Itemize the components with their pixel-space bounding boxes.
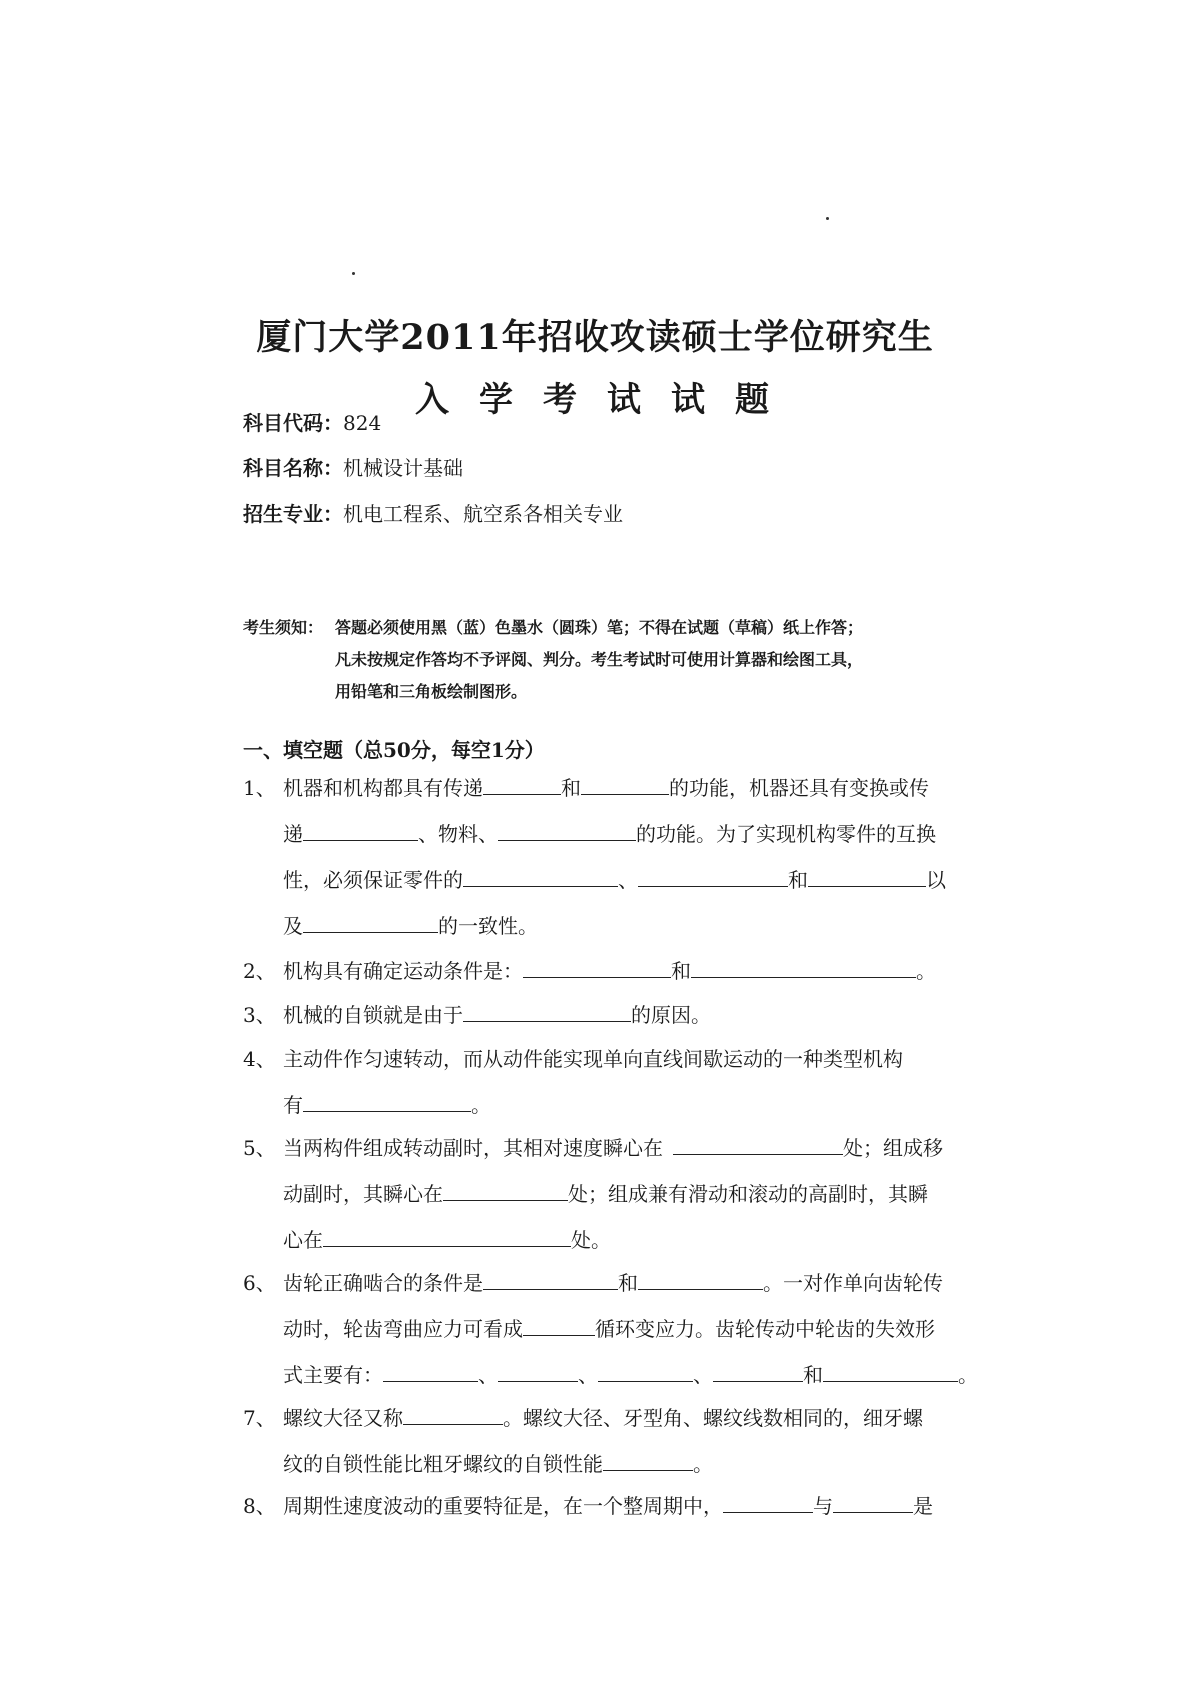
answer-blank[interactable] xyxy=(833,1490,913,1513)
answer-blank[interactable] xyxy=(303,818,418,841)
question-8 xyxy=(243,1483,933,1529)
notice-line-3: 用铅笔和三角板绘制图形。 xyxy=(335,682,528,701)
question-text: 有 xyxy=(283,1093,303,1117)
subject-name-value: 机械设计基础 xyxy=(343,456,463,480)
question-number: 6、 xyxy=(243,1271,276,1295)
question-number: 8、 xyxy=(243,1494,276,1518)
major xyxy=(243,498,623,527)
question-2 xyxy=(243,948,936,994)
subject-name xyxy=(243,452,463,481)
question-text: 处；组成移 xyxy=(843,1136,943,1160)
question-text: 齿轮正确啮合的条件是 xyxy=(283,1271,483,1295)
subject-code-value: 824 xyxy=(343,411,382,435)
question-number: 1、 xyxy=(243,776,276,800)
question-text: 。 xyxy=(471,1093,491,1117)
question-6 xyxy=(243,1260,978,1398)
answer-blank[interactable] xyxy=(443,1178,568,1201)
question-text: 、 xyxy=(478,1363,498,1387)
subject-code-label: 科目代码： xyxy=(243,411,343,435)
question-text: 性，必须保证零件的 xyxy=(283,868,463,892)
question-text: 以 xyxy=(926,868,946,892)
question-number: 5、 xyxy=(243,1136,276,1160)
answer-blank[interactable] xyxy=(323,1224,571,1247)
question-text: 当两构件组成转动副时，其相对速度瞬心在 xyxy=(283,1136,663,1160)
question-text: 。 xyxy=(958,1363,978,1387)
question-text: 式主要有： xyxy=(283,1363,383,1387)
question-text: 机器和机构都具有传递 xyxy=(283,776,483,800)
section-heading: 一、填空题（总50分，每空1分） xyxy=(243,738,545,762)
answer-blank[interactable] xyxy=(808,864,926,887)
answer-blank[interactable] xyxy=(723,1490,813,1513)
answer-blank[interactable] xyxy=(463,999,631,1022)
question-text: 处；组成兼有滑动和滚动的高副时，其瞬 xyxy=(568,1182,928,1206)
question-text: 机构具有确定运动条件是： xyxy=(283,959,523,983)
question-text: 主动件作匀速转动，而从动件能实现单向直线间歇运动的一种类型机构 xyxy=(283,1047,903,1071)
scan-speck xyxy=(352,272,355,275)
question-text: 机械的自锁就是由于 xyxy=(283,1003,463,1027)
question-3 xyxy=(243,992,711,1038)
question-text: 处。 xyxy=(571,1228,611,1252)
question-text: 螺纹大径又称 xyxy=(283,1406,403,1430)
question-text: 递 xyxy=(283,822,303,846)
question-text: 、 xyxy=(693,1363,713,1387)
question-text: 纹的自锁性能比粗牙螺纹的自锁性能 xyxy=(283,1452,603,1476)
question-text: 和 xyxy=(618,1271,638,1295)
question-text: 循环变应力。齿轮传动中轮齿的失效形 xyxy=(595,1317,935,1341)
answer-blank[interactable] xyxy=(673,1132,843,1155)
major-label: 招生专业： xyxy=(243,502,343,526)
answer-blank[interactable] xyxy=(691,955,916,978)
question-text: 及 xyxy=(283,914,303,938)
question-text: 的功能。为了实现机构零件的互换 xyxy=(636,822,936,846)
question-text: 与 xyxy=(813,1494,833,1518)
answer-blank[interactable] xyxy=(303,910,438,933)
answer-blank[interactable] xyxy=(383,1359,478,1382)
question-text: 动时，轮齿弯曲应力可看成 xyxy=(283,1317,523,1341)
question-text: 。 xyxy=(693,1452,713,1476)
question-4 xyxy=(243,1036,903,1128)
question-text: 心在 xyxy=(283,1228,323,1252)
question-text: 、 xyxy=(578,1363,598,1387)
answer-blank[interactable] xyxy=(603,1448,693,1471)
question-text: 的原因。 xyxy=(631,1003,711,1027)
answer-blank[interactable] xyxy=(713,1359,803,1382)
question-1 xyxy=(243,765,946,949)
answer-blank[interactable] xyxy=(638,864,788,887)
exam-subtitle: 入学考试试题 xyxy=(415,380,799,420)
question-7 xyxy=(243,1395,923,1487)
answer-blank[interactable] xyxy=(598,1359,693,1382)
subject-name-label: 科目名称： xyxy=(243,456,343,480)
answer-blank[interactable] xyxy=(823,1359,958,1382)
question-text: 周期性速度波动的重要特征是，在一个整周期中， xyxy=(283,1494,723,1518)
candidate-notice xyxy=(243,612,963,708)
answer-blank[interactable] xyxy=(483,772,561,795)
question-text: 。 xyxy=(916,959,936,983)
subject-code xyxy=(243,407,381,436)
question-text: 动副时，其瞬心在 xyxy=(283,1182,443,1206)
major-value: 机电工程系、航空系各相关专业 xyxy=(343,502,623,526)
exam-title: 厦门大学2011年招收攻读硕士学位研究生 xyxy=(256,317,934,358)
question-number: 4、 xyxy=(243,1047,276,1071)
question-text: 和 xyxy=(788,868,808,892)
question-text: 和 xyxy=(561,776,581,800)
answer-blank[interactable] xyxy=(483,1267,618,1290)
answer-blank[interactable] xyxy=(581,772,669,795)
answer-blank[interactable] xyxy=(523,955,671,978)
question-text: 、 xyxy=(618,868,638,892)
notice-label: 考生须知： xyxy=(243,618,324,637)
answer-blank[interactable] xyxy=(303,1089,471,1112)
answer-blank[interactable] xyxy=(498,1359,578,1382)
question-text: 、物料、 xyxy=(418,822,498,846)
notice-line-2: 凡未按规定作答均不予评阅、判分。考生考试时可使用计算器和绘图工具， xyxy=(335,650,864,669)
question-text: 和 xyxy=(803,1363,823,1387)
notice-line-1: 答题必须使用黑（蓝）色墨水（圆珠）笔；不得在试题（草稿）纸上作答； xyxy=(335,618,864,637)
question-text: 。螺纹大径、牙型角、螺纹线数相同的，细牙螺 xyxy=(503,1406,923,1430)
question-text: 和 xyxy=(671,959,691,983)
question-text: 的功能，机器还具有变换或传 xyxy=(669,776,929,800)
answer-blank[interactable] xyxy=(498,818,636,841)
question-number: 3、 xyxy=(243,1003,276,1027)
answer-blank[interactable] xyxy=(403,1402,503,1425)
answer-blank[interactable] xyxy=(523,1313,595,1336)
question-number: 2、 xyxy=(243,959,276,983)
question-5 xyxy=(243,1125,943,1263)
question-text: 的一致性。 xyxy=(438,914,538,938)
answer-blank[interactable] xyxy=(638,1267,763,1290)
question-number: 7、 xyxy=(243,1406,276,1430)
answer-blank[interactable] xyxy=(463,864,618,887)
question-text: 。一对作单向齿轮传 xyxy=(763,1271,943,1295)
question-text: 是 xyxy=(913,1494,933,1518)
scan-speck xyxy=(826,217,829,220)
